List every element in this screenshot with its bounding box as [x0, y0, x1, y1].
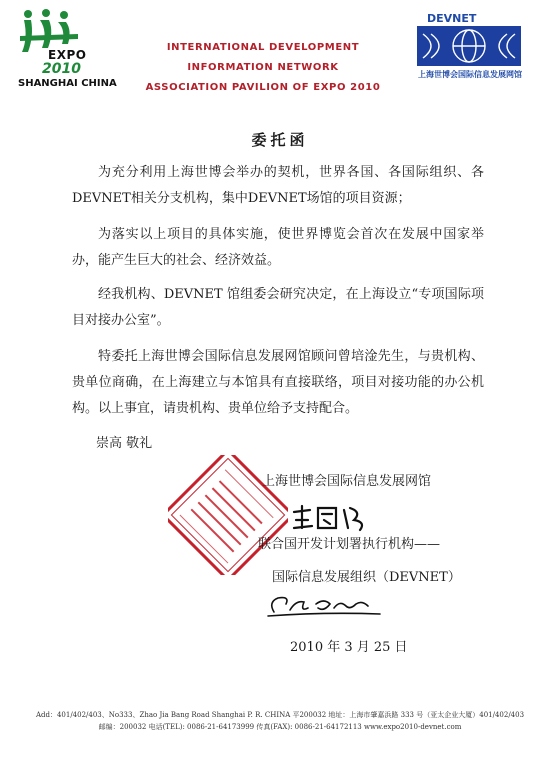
expo-city: SHANGHAI CHINA	[18, 78, 117, 89]
paragraph-2: 为落实以上项目的具体实施，使世界博览会首次在发展中国家举办，能产生巨大的社会、经济效益。	[72, 227, 484, 268]
footer-address: Add：401/402/403、No333、Zhao Jia Bang Road Shanghai P. R. CHINA 平200032 地址：上海市肇嘉浜路 333 号（亚太企业大厦）401/402/403	[35, 711, 525, 719]
organization-name	[128, 38, 398, 98]
handwritten-signature-chinese	[290, 502, 370, 534]
letter-date: 2010 年 3 月 25 日	[290, 640, 408, 655]
closing-salutation: 崇高 敬礼	[96, 436, 153, 451]
globe-network-icon	[417, 26, 521, 66]
footer-contact: 邮编：200032 电话(TEL): 0086-21-64173999 传真(FAX): 0086-21-64172113 www.expo2010-devnet.com	[98, 723, 462, 731]
expo-2010-logo	[18, 8, 118, 96]
expo-word: EXPO	[48, 48, 87, 62]
signatory-pavilion: 上海世博会国际信息发展网馆	[262, 474, 432, 489]
letter-title: 委托函	[251, 131, 309, 149]
paragraph-1: 为充分利用上海世博会举办的契机，世界各国、各国际组织、各DEVNET相关分支机构，集中DEVNET场馆的项目资源；	[72, 165, 484, 206]
paragraph-3: 经我机构、DEVNET 馆组委会研究决定，在上海设立“专项国际项目对接办公室”。	[72, 287, 484, 328]
signatory-devnet: 国际信息发展组织（DEVNET）	[272, 570, 461, 585]
expo-year: 2010	[42, 61, 81, 77]
devnet-chinese-name: 上海世博会国际信息发展网馆	[418, 70, 522, 79]
handwritten-signature-english	[264, 590, 382, 620]
org-name-line-1: INTERNATIONAL DEVELOPMENT INFORMATION NETWORK	[166, 42, 360, 73]
signatory-undp-agency: 联合国开发计划署执行机构——	[258, 537, 441, 552]
paragraph-4: 特委托上海世博会国际信息发展网馆顾问曾培淦先生，与贵机构、贵单位商确，在上海建立与本馆具有直接联络，项目对接功能的办公机构。以上事宜，请贵机构、贵单位给予支持配合。	[72, 349, 484, 416]
org-name-line-2: ASSOCIATION PAVILION OF EXPO 2010	[145, 82, 381, 93]
devnet-logo	[415, 12, 525, 92]
devnet-title: DEVNET	[427, 12, 477, 25]
